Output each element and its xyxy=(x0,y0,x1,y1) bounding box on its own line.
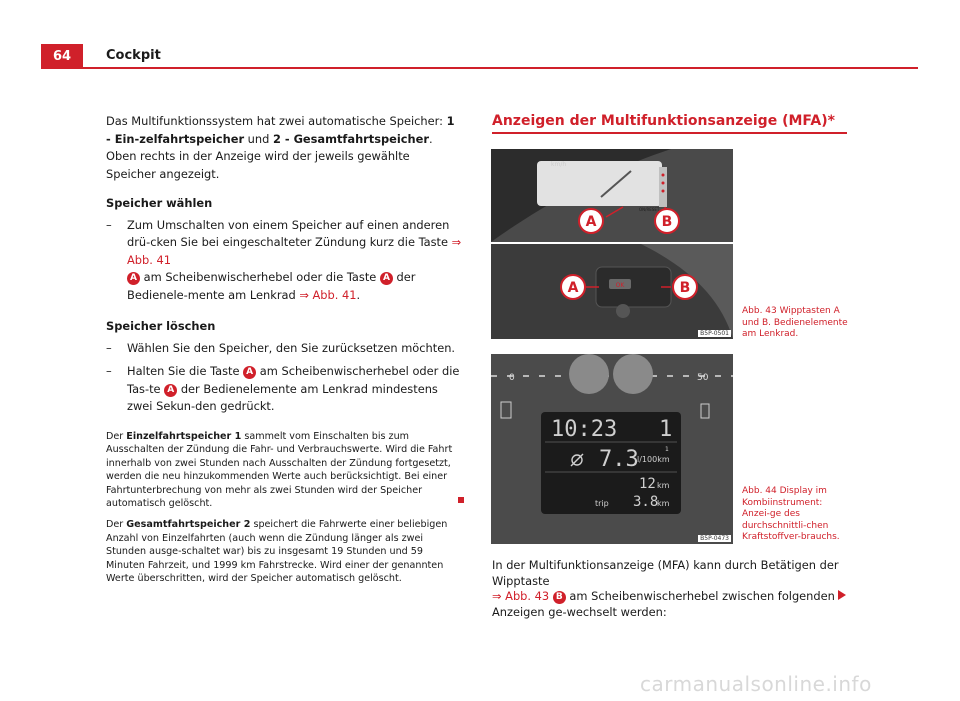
figure-43-caption: Abb. 43 Wipptasten A und B. Bedienelemente am Lenkrad. xyxy=(742,306,848,339)
label-b-top: B xyxy=(661,214,673,230)
step-hold-button: – Halten Sie die Taste A am Scheibenwischerhebel oder die Tas-te A der Bedienelemente am Lenkrad mindestens zwei Sekun-den gedrückt. xyxy=(106,364,460,413)
badge-a: A xyxy=(243,366,256,379)
paragraph-gesamtfahrtspeicher: Der Gesamtfahrtspeicher 2 speichert die Fahrwerte einer beliebigen Anzahl von Einzelfahrten (auch wenn die Zündung länger als zwei Stunden ausge-schaltet war) bis zu insgesamt 19 Stunden und 59 Minuten Fahrzeit, und 1999 km Fahrstrecke. Wird einer der genannten Werte überschritten, wird der Speicher automatisch gelöscht. xyxy=(106,519,448,585)
memory-number: 1 xyxy=(659,417,673,442)
section-title: Anzeigen der Multifunktionsanzeige (MFA)* xyxy=(492,113,835,129)
section-rule xyxy=(492,132,847,134)
intro-paragraph: Das Multifunktionssystem hat zwei automatische Speicher: 1 - Ein-zelfahrtspeicher und 2 - Gesamtfahrtspeicher. Oben rechts in der Anzeige wird der jeweils gewählte Speicher angezeigt. xyxy=(106,114,455,181)
scale-right-label: 50 xyxy=(697,373,709,383)
step-select-memory: – Wählen Sie den Speicher, den Sie zurücksetzen möchten. xyxy=(106,340,456,355)
page-number: 64 xyxy=(41,44,83,68)
watermark: carmanualsonline.info xyxy=(640,672,872,696)
speed-unit-label: km/h xyxy=(551,161,567,168)
left-column xyxy=(106,113,462,593)
mfa-intro-paragraph: In der Multifunktionsanzeige (MFA) kann durch Betätigen der Wipptaste ⇒ Abb. 43 B am Scheibenwischerhebel zwischen folgenden Anzeigen ge-wechselt werden: xyxy=(492,558,839,619)
scale-left-label: 0 xyxy=(509,373,515,383)
label-a-top: A xyxy=(585,214,597,230)
distance-unit: km xyxy=(657,481,670,490)
badge-a: A xyxy=(380,272,393,285)
figure-44-instrument-display xyxy=(491,354,733,544)
trip-distance-unit: km xyxy=(657,499,670,508)
header-rule xyxy=(41,67,918,69)
figure-44-code: B5P-0473 xyxy=(700,535,729,542)
ok-button-label: OK xyxy=(615,282,625,289)
subhead-speicher-loeschen: Speicher löschen xyxy=(106,319,216,333)
figure-43-steering-controls xyxy=(491,149,733,339)
figure-43-code: B5P-0501 xyxy=(700,330,729,337)
consumption-value: 7.3 xyxy=(599,447,639,472)
memory-superscript: 1 xyxy=(665,446,669,453)
continue-arrow-icon xyxy=(838,590,846,600)
subhead-speicher-waehlen: Speicher wählen xyxy=(106,196,213,210)
consumption-unit: l/100km xyxy=(637,455,670,464)
link-abb-41[interactable]: ⇒ Abb. 41 xyxy=(127,235,462,267)
badge-b: B xyxy=(553,591,566,604)
link-abb-41[interactable]: ⇒ Abb. 41 xyxy=(299,287,357,302)
step-speicher-waehlen: – Zum Umschalten von einem Speicher auf einen anderen drü-cken Sie bei eingeschalteter Zündung kurz die Taste ⇒ Abb. 41 A am Scheibenwischerhebel oder die Taste A der Bedienele-mente am Lenkrad ⇒ Abb. 41. xyxy=(106,217,462,302)
clock-readout: 10:23 xyxy=(551,417,618,442)
distance-value: 12 xyxy=(639,476,656,492)
badge-a: A xyxy=(127,272,140,285)
link-abb-43[interactable]: ⇒ Abb. 43 xyxy=(492,589,550,604)
header-title: Cockpit xyxy=(106,48,161,63)
label-b-bottom: B xyxy=(679,280,691,296)
dial-label: ON/RESET xyxy=(639,207,660,212)
trip-distance-value: 3.8 xyxy=(633,494,659,510)
figure-44-caption: Abb. 44 Display im Kombiinstrument: Anzei-ge des durchschnittli-chen Kraftstoffver-brauchs. xyxy=(742,486,840,542)
trip-label: trip xyxy=(595,499,609,508)
paragraph-einzelfahrtspeicher: Der Einzelfahrtspeicher 1 sammelt vom Einschalten bis zum Ausschalten der Zündung die Fahr- und Verbrauchswerte. Wird die Fahrt innerhalb von zwei Stunden nach Ausschalten der Zündung fortgesetzt, werden die neu hinzukommenden Werte auch berücksichtigt. Bei einer Fahrtunterbrechung von mehr als zwei Stunden wird der Speicher automatisch gelöscht. xyxy=(106,430,453,510)
label-a-bottom: A xyxy=(567,280,579,296)
end-marker xyxy=(458,497,464,503)
badge-a: A xyxy=(164,384,177,397)
